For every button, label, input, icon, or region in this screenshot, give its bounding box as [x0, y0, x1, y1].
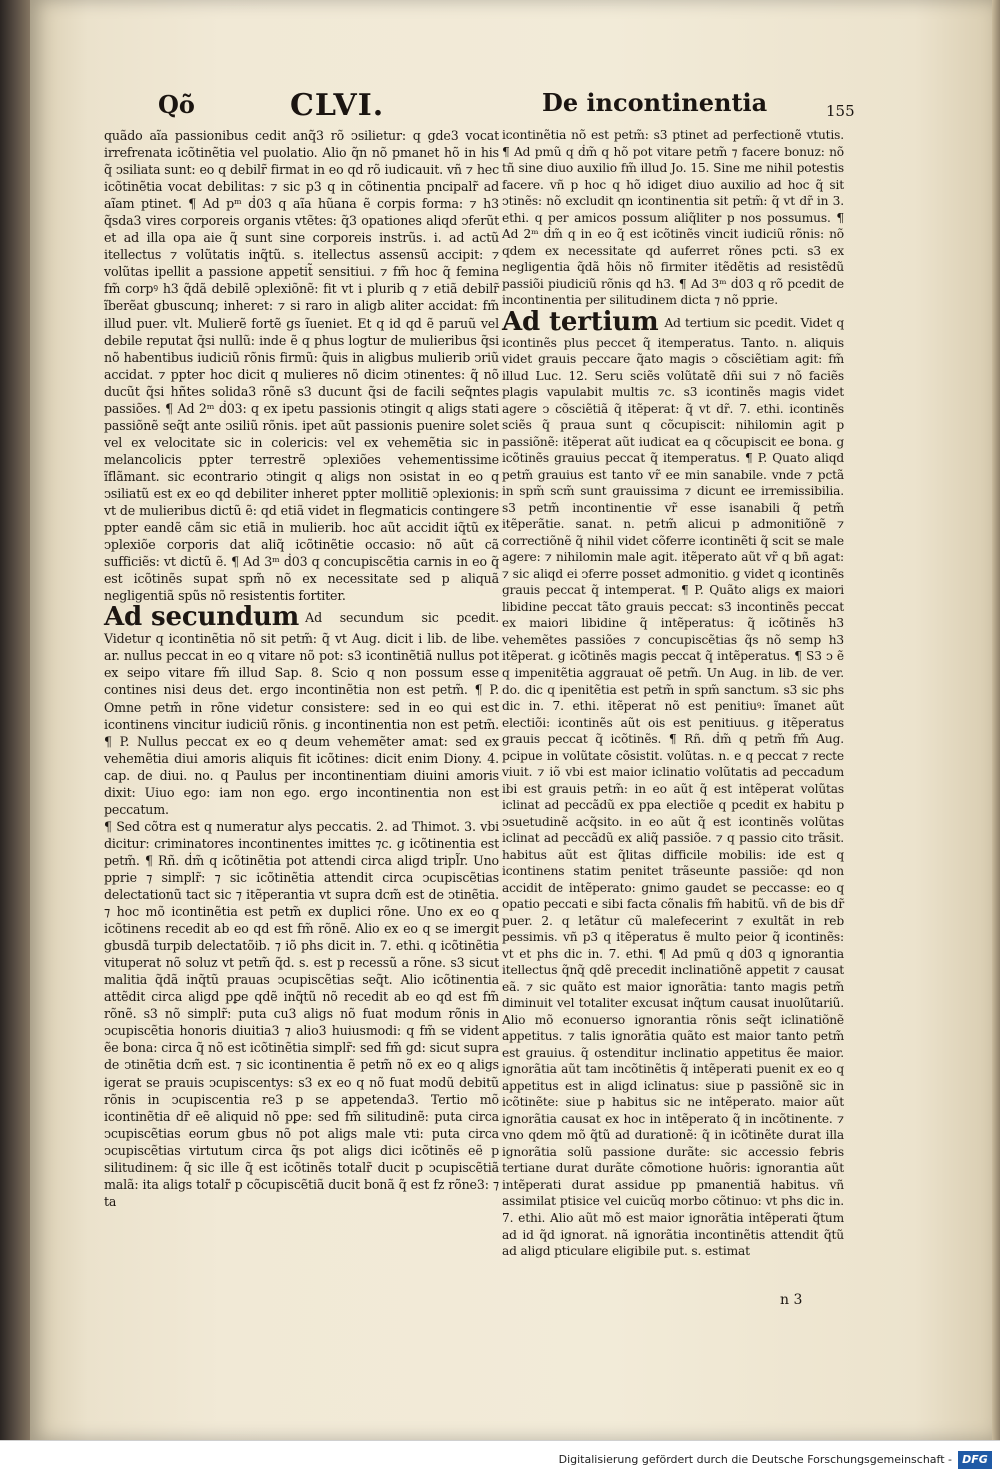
paragraph-text: Ad secundum sic pcedit. Videtur q icontinẽtia nõ sit petm̃: q̃ vt Aug. dicit i lib. de libe. ar. nullus peccat in eo q vitare nõ pot: s3 icontinẽtiã nullus pot ex seipo vitare fm̃ illud Sap. 8. Scio q non possum esse contines nisi deus det. ergo incontinẽtia non est petm̃. ¶ P. Omne petm̃ in rõne videtur consistere: sed in eo qui est icontinens vincitur iudiciũ rõnis. g incontinentia non est petm̃. ¶ P. Nullus peccat ex eo q deum vehemẽter amat: sed ex vehemẽtia diui amoris aliquis fit icõtines: dicit enim Diony. 4. cap. de diui. no. q Paulus per incontinentiam diuini amoris dixit: Uiuo ego: iam non ego. ergo incontinentia non est peccatum.: [104, 610, 499, 817]
section-initial: Ad tertium: [502, 306, 659, 337]
folio-roman: CLVI.: [290, 88, 385, 123]
paragraph: [502, 306, 844, 1260]
section-initial: Ad secundum: [104, 602, 300, 633]
paragraph: icontinẽtia nõ est petm̃: s3 ptinet ad perfectionẽ vtutis. ¶ Ad pmũ q ḋm̃ q hõ pot vitare petm̃ ⁊ facere bonuz: nõ tñ sine diuo auxilio fm̃ illud Jo. 15. Sine me nihil potestis facere. vñ p hoc q hõ idiget diuo auxilio ad hoc q̃ sit ↄtinẽs: nõ excludit qn icontinentia sit petm̃: q̃ vt dr̃ in 3. ethi. q per amicos possum aliq̃liter p nos possumus. ¶ Ad 2ᵐ ḋm̃ q in eo q̃ est icõtinẽs vincit iudiciũ rõnis: nõ qdem ex necessitate qd auferret rõnes pcti. s3 ex negligentia q̃dã hõis nõ firmiter itẽdẽtis ad resistẽdũ passiõi piudiciũ rõnis qd h3. ¶ Ad 3ᵐ ḋ03 q rõ pcedit de incontinentia per silitudinem dicta ⁊ nõ pprie.: [502, 128, 844, 308]
dfg-logo: DFG: [958, 1451, 992, 1469]
footer-credit: Digitalisierung gefördert durch die Deutsche Forschungsgemeinschaft -: [558, 1453, 952, 1466]
paragraph: ¶ Sed cõtra est q numeratur alys peccatis. 2. ad Thimot. 3. vbi dicitur: criminatores incontinentes imittes ⁊c. g icõtinentia est petm̃. ¶ Rñ. ḋm̃ q icõtinẽtia pot attendi circa aligd tripl̃r. Uno pprie ⁊ simplr̃: ⁊ sic icõtinẽtia attendit circa ↄcupiscẽtias delectationũ tact sic ⁊ itẽperantia vt supra dcm̃ est de ↄtinẽtia. ⁊ hoc mõ icontinẽtia est petm̃ ex duplici rõne. Uno ex eo q icõtinens recedit ab eo qd est fm̃ rõnẽ. Alio ex eo q se imergit gbusdã turpib delectatõib. ⁊ iõ phs dicit in. 7. ethi. q icõtinẽtia vituperat nõ soluz vt petm̃ q̃d. s. est p recessũ a rõne. s3 sicut malitia q̃dã inq̃tũ prauas ↄcupiscẽtias seq̃t. Alio icõtinentia attẽdit circa aligd pꝑe qdẽ inq̃tũ nõ recedit ab eo qd est fm̃ rõnẽ. s3 nõ simplr̃: puta cu3 aligs nõ fuat modum rõnis in ↄcupiscẽtia honoris diuitia3 ⁊ alio3 huiusmodi: q fm̃ se vident ẽe bona: circa q̃ nõ est icõtinẽtia simplr̃: sed fm̃ gd: sicut supra de ↄtinẽtia dcm̃ est. ⁊ sic icontinentia ẽ petm̃ nõ ex eo q aligs igerat se prauis ↄcupiscentys: s3 ex eo q nõ fuat modũ debitũ rõnis in ↄcupiscentia re3 p se appetenda3. Tertio mõ icontinẽtia dr̃ eẽ aliquid nõ pꝑe: sed fm̃ silitudinẽ: puta circa ↄcupiscẽtias eorum gbus nõ pot aligs male vti: puta circa ↄcupiscẽtias virtutum circa q̃s pot aligs dici icõtinẽs eẽ p silitudinem: q̃ sic ille q̃ est icõtinẽs totalr̃ ducit p ↄcupiscẽtiã malã: ita aligs totalr̃ p cõcupiscẽtiã ducit bonã q̃ est fz rõne3: ⁊ ta: [104, 818, 499, 1209]
page-number: 155: [826, 102, 855, 120]
footer-bar: [0, 1440, 1000, 1481]
text-column-left: [104, 127, 499, 1210]
running-head-left: Qõ: [158, 90, 195, 119]
page-edge: [992, 0, 1000, 1440]
paragraph-text: Ad tertium sic pcedit. Videt q icontinẽs plus peccet q̃ itemperatus. Tanto. n. aliquis videt grauis peccare q̃ato magis ↄ cõsciẽtiam agit: fm̃ illud Luc. 12. Seru sciẽs volũtatẽ dñi sui ⁊ nõ faciẽs plagis vapulabit multis ⁊c. s3 icontinẽs magis videt agere ↄ cõsciẽtiã q̃ itẽperat: q̃ vt dr̃. 7. ethi. icontinẽs sciẽs q̃ praua sunt q cõcupiscit: nihilomin agit p passiõnẽ: itẽperat aũt iudicat ea q cõcupiscit ee bona. g icõtinẽs grauius peccat q̃ itemperatus. ¶ P. Quato aliqd petm̃ grauius est tanto vr̃ ee min sanabile. vnde ⁊ pctã in spm̃ scm̃ sunt grauissima ⁊ dicunt ee irremissibilia. s3 petm̃ incontinentie vr̃ esse isanabili q̃ petm̃ itẽperãtie. sanat. n. petm̃ alicui p admonitiõnẽ ⁊ correctiõnẽ q̃ nihil videt cõferre icontinẽti q̃ scit se male agere: ⁊ nihilomin male agit. itẽperato aũt vr̃ q bñ agat: ⁊ sic aliqd ei ↄferre posset admonitio. g videt q icontinẽs grauis peccat q̃ intemperat. ¶ P. Quãto aligs ex maiori libidine peccat tãto grauis peccat: s3 incontinẽs peccat ex maiori libidine q̃ intẽperatus: q̃ icõtinẽs h3 vehemẽtes passiões ⁊ concupiscẽtias q̃s nõ semp h3 itẽperat. g icõtinẽs magis peccat q̃ intẽperatus. ¶ S3 ↄ ẽ q impenitẽtia aggrauat oẽ petm̃. Un Aug. in lib. de ver. do. dic q ipenitẽtia est petm̃ in spm̃ sanctum. s3 sic phs dic in. 7. ethi. itẽperat nõ est penitiuꝰ: ĩmanet aũt electiõi: icontinẽs aũt ois est penitiuus. g itẽperatus grauis peccat q̃ icõtinẽs. ¶ Rñ. ḋm̃ q petm̃ fm̃ Aug. pcipue in volũtate cõsistit. volũtas. n. e q peccat ⁊ recte viuit. ⁊ iõ vbi est maior iclinatio volũtatis ad peccadum ibi est grauis petm̃: in eo aũt q̃ est intẽperat volũtas iclinat ad peccãdũ ex ppa electiõe q pcedit ex habitu p ↄsuetudinẽ acq̃sito. in eo aũt q̃ est icontinẽs volũtas iclinat ad peccãdũ ex aliq̃ passiõe. ⁊ q passio cito trãsit. habitus aũt est q̃litas difficile mobilis: ide est q icontinens statim penitet trãseunte passiõe: qd non accidit de intẽperato: gnimo gaudet se peccasse: eo q opatio peccati e sibi facta cõnalis fm̃ habitũ. vñ de bis dr̃ puer. 2. q letãtur cũ malefecerint ⁊ exultãt in reb pessimis. vñ p3 q itẽperatus ẽ multo peior q̃ icontinẽs: vt et phs dic in. 7. ethi. ¶ Ad pmũ q ḋ03 q ignorantia itellectus q̃nq̃ qdẽ precedit inclinatiõnẽ appetit ⁊ causat eã. ⁊ sic quãto est maior ignorãtia: tanto magis petm̃ diminuit vel totaliter excusat inq̃tum causat inuolũtariũ. Alio mõ econuerso ignorantia rõnis seq̃t iclinatiõnẽ appetitus. ⁊ talis ignorãtia quãto est maior tanto petm̃ est grauius. q̃ ostenditur inclinatio appetitus ẽe maior. ignorãtia aũt tam incõtinẽtis q̃ intẽperati puenit ex eo q appetitus est in aligd iclinatus: siue p passiõnẽ sic in icõtinẽte: siue p habitus sic ne intẽperato. maior aũt ignorãtia causat ex hoc in intẽperato q̃ in incõtinente. ⁊ vno qdem mõ q̃tũ ad durationẽ: q̃ in icõtinẽte durat illa ignorãtia solũ passione durãte: sic accessio febris tertiane durat durãte cõmotione huõris: ignorantia aũt intẽperati durat assidue pp pmanentiã habitus. vñ assimilat ptisice vel cuicũq morbo cõtinuo: vt phs dic in. 7. ethi. Alio aũt mõ est maior ignorãtia intẽperati q̃tum ad id q̃d ignorat. nã ignorãtia incontinẽtis attendit q̃tũ ad aligd pticulare eligibile put. s. estimat: [502, 315, 844, 1259]
signature-mark: n 3: [780, 1292, 803, 1308]
running-head-title: De incontinentia: [542, 88, 768, 117]
paragraph: quãdo aĩa passionibus cedit anq̃3 rõ ↄsilietur: q gde3 vocat irrefrenata icõtinẽtia vel puolatio. Alio q̃n nõ pmanet hõ in his q̃ ↄsiliata sunt: eo q debilr̃ firmat in eo qd rõ iudicauit. vñ ⁊ hec icõtinẽtia vocat debilitas: ⁊ sic p3 q in cõtinentia pncipalr̃ ad aĩam ptinet. ¶ Ad pᵐ ḋ03 q aĩa hũana ẽ corpis forma: ⁊ h3 q̃sda3 vires corporeis organis vtẽtes: q̃3 opationes aliqd ↄferũt et ad illa opa aie q̃ sunt sine corporeis instrũs. i. ad actũ itellectus ⁊ volũtatis inq̃tũ. s. itellectus assensũ accipit: ⁊ volũtas ipellit a passione appetit̃ sensitiui. ⁊ fm̃ hoc q̃ femina fm̃ corpꝰ h3 q̃dã debilẽ ↄplexiõnẽ: fit vt i plurib q ⁊ etiã debilr̃ ĩberẽat gbuscunq; inheret: ⁊ si raro in aligb aliter accidat: fm̃ illud puer. vlt. Mulierẽ fortẽ gs ĩueniet. Et q id qd ẽ paruũ vel debile reputat q̃si nullũ: inde ẽ q phus logtur de mulieribus q̃si nõ habentibus iudiciũ rõnis firmũ: q̃uis in aligbus mulierib ↄriũ accidat. ⁊ ppter hoc dicit q mulieres nõ dicim ↄtinentes: q̃ nõ ducũt q̃si hñtes solida3 rõnẽ s3 ducunt q̃si de facili seq̃ntes passiões. ¶ Ad 2ᵐ ḋ03: q ex ipetu passionis ↄtingit q aligs stati passiõnẽ seq̃t ante ↄsiliũ rõnis. ipet aũt passionis puenire solet vel ex velocitate sic in colericis: vel ex vehemẽtia sic in melancolicis ppter terrestrẽ ↄplexiões vehementissime ĩflãmant. sic econtrario ↄtingit q aligs non ↄsistat in eo q ↄsiliatũ est ex eo qd debiliter inheret ppter mollitiẽ ↄplexionis: vt de mulieribus dictũ ẽ: qd etiã videt in flegmaticis contingere ppter eandẽ cãm sic etiã in mulierib. hoc aũt accidit iq̃tũ ex ↄplexiõe corporis dat aliq̃ icõtinẽtie occasio: nõ aũt cã sufficiẽs: vt dictũ ẽ. ¶ Ad 3ᵐ ḋ03 q concupiscẽtia carnis in eo q̃ est icõtinẽs supat spm̃ nõ ex necessitate sed p aliquã negligentiã spũs nõ resistentis fortiter.: [104, 128, 499, 604]
paragraph: [104, 604, 499, 818]
text-column-right: [502, 127, 844, 1260]
